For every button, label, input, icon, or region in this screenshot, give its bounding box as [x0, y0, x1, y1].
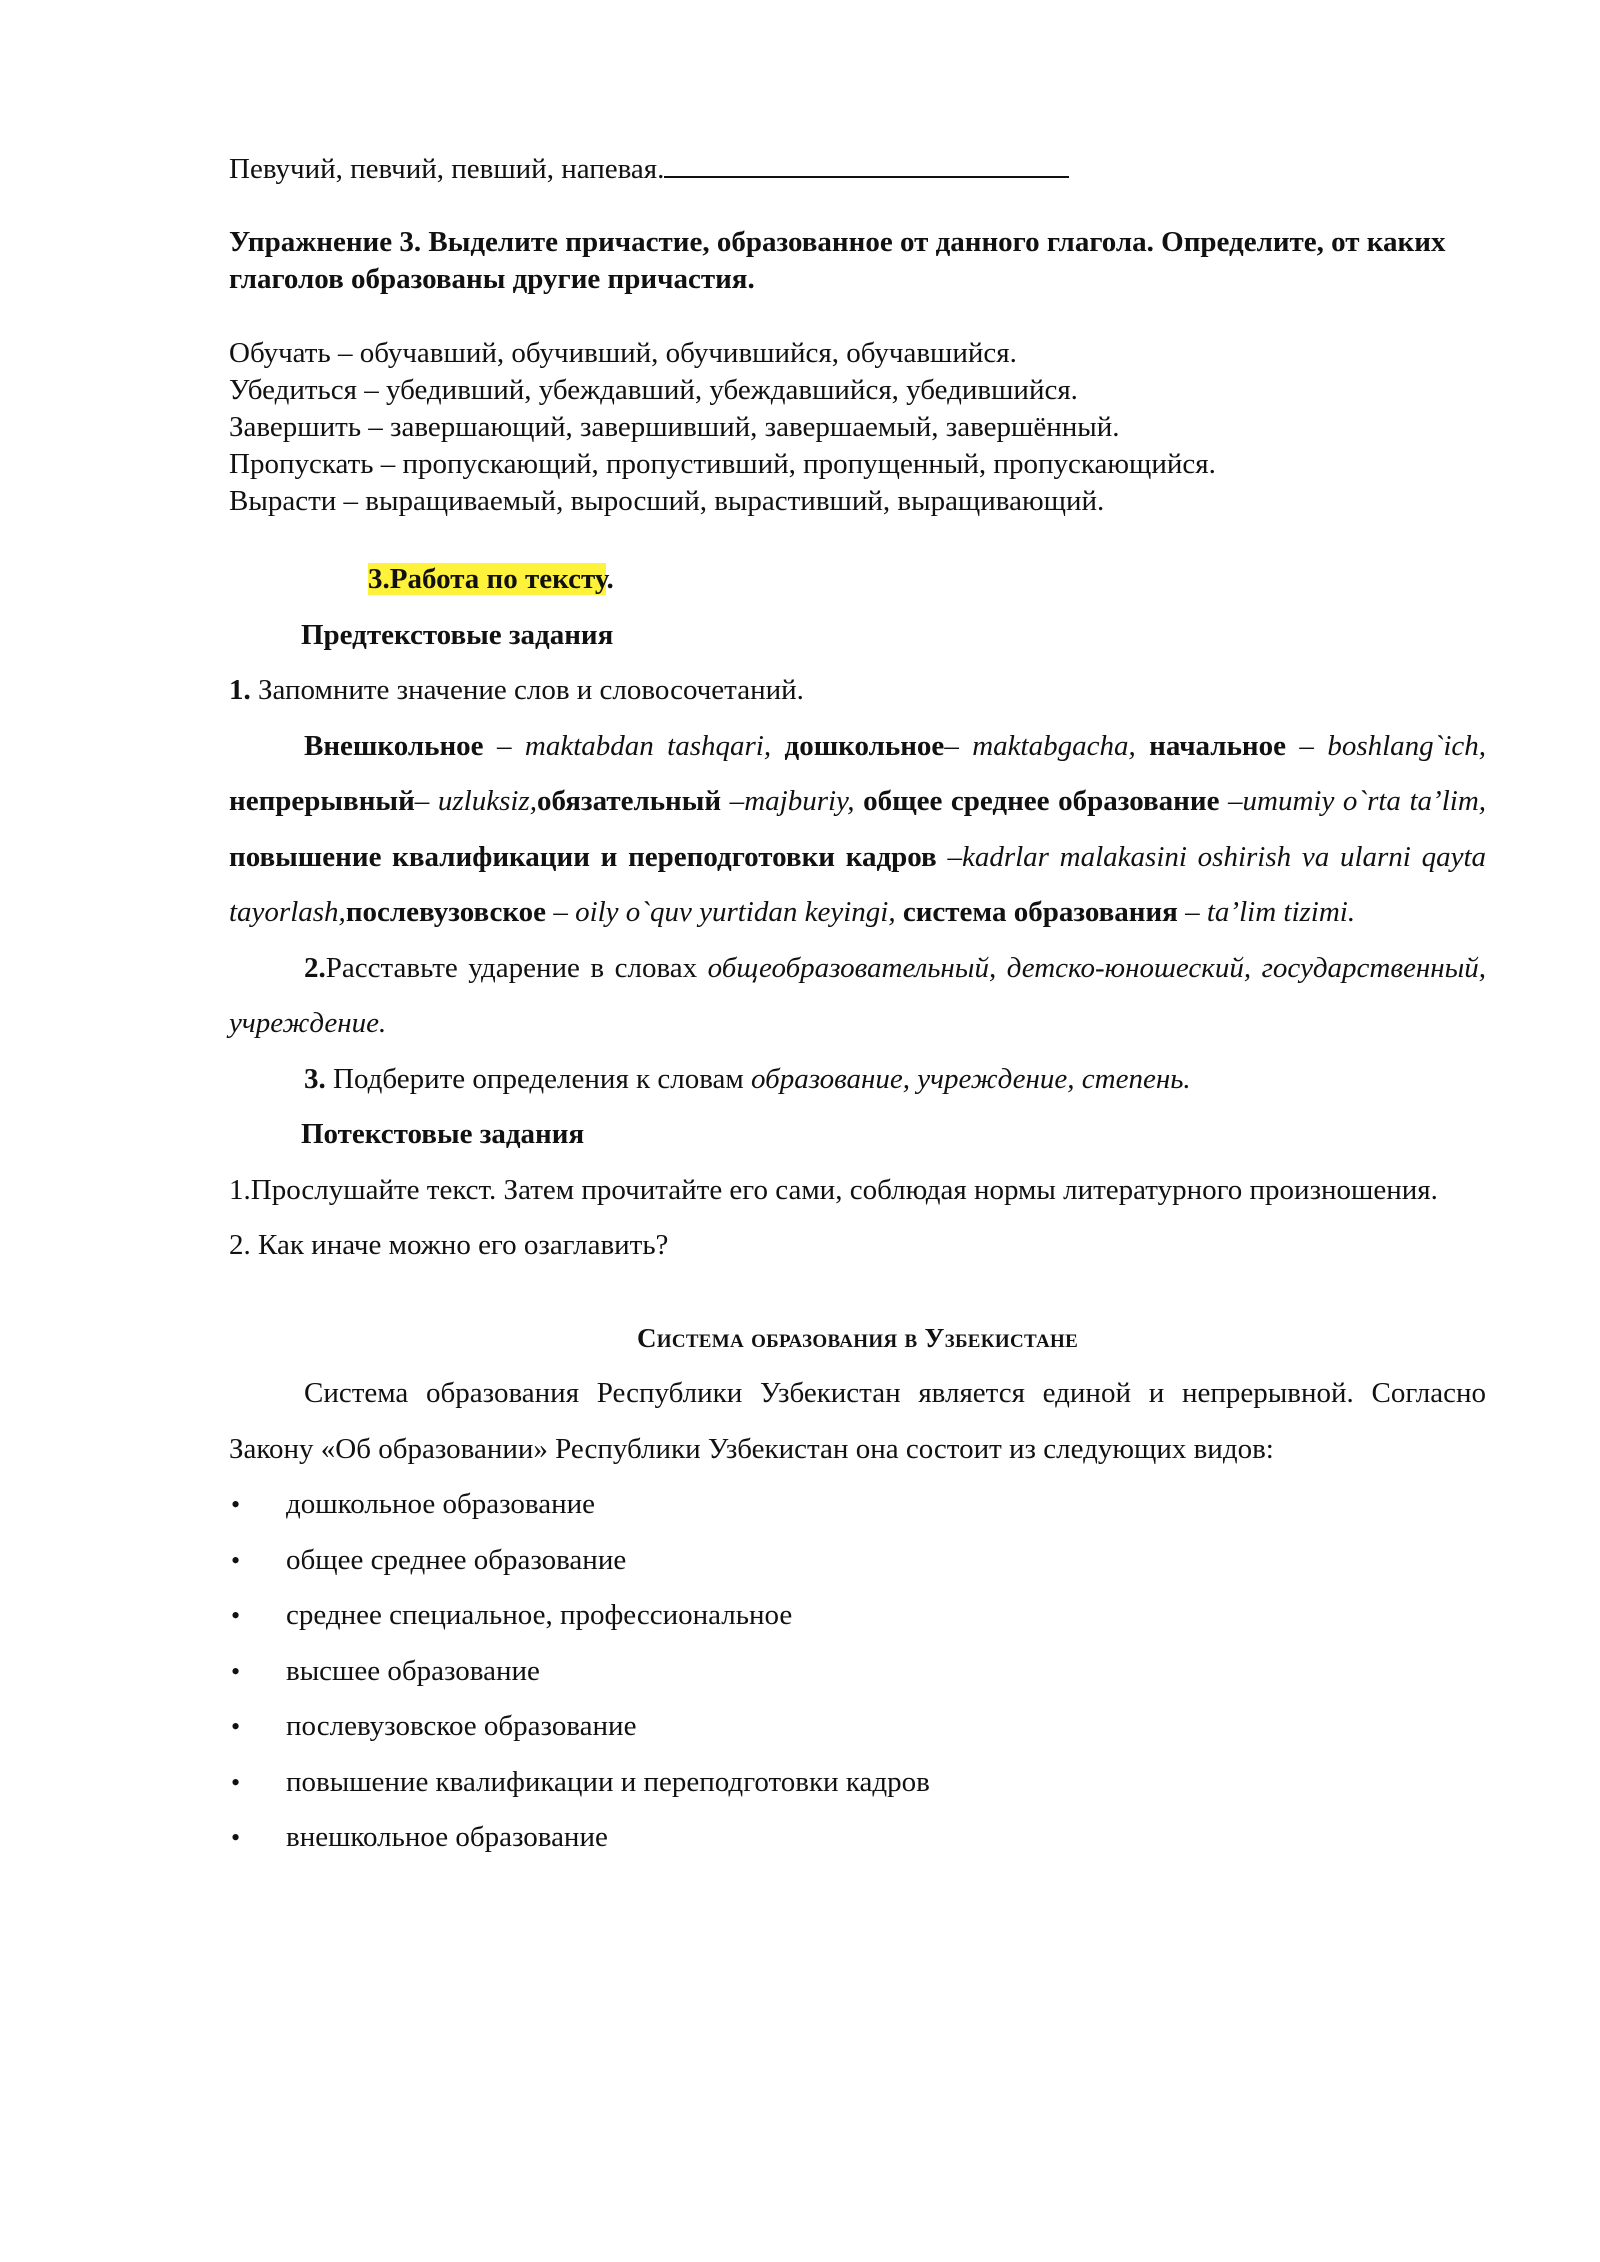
- exercise-line: Убедиться – убедивший, убеждавший, убеждавшийся, убедившийся.: [229, 374, 1078, 406]
- exercise-line: Пропускать – пропускающий, пропустивший, пропущенный, пропускающийся.: [229, 448, 1216, 480]
- section-title: 3.Работа по тексту.: [368, 563, 614, 595]
- list-item: • среднее специальное, профессиональное: [229, 1588, 1486, 1644]
- bullet-icon: •: [231, 1712, 241, 1741]
- posttext-heading: Потекстовые задания: [301, 1118, 585, 1150]
- participles-line: Певучий, певчий, певший, напевая.: [229, 150, 1486, 188]
- exercise-line: Вырасти – выращиваемый, выросший, вырастивший, выращивающий.: [229, 485, 1105, 517]
- highlighted-title: 3.Работа по тексту: [368, 563, 607, 595]
- education-types-list: [229, 1477, 1486, 1866]
- posttext-task-1: 1.Прослушайте текст. Затем прочитайте его сами, соблюдая нормы литературного произношения.: [229, 1173, 1438, 1206]
- translation: maktabgacha,: [972, 729, 1136, 762]
- list-item: • общее среднее образование: [229, 1533, 1486, 1589]
- bullet-icon: •: [231, 1767, 241, 1797]
- term: повышение квалификации и переподготовки кадров: [229, 840, 937, 873]
- list-item: • высшее образование: [229, 1644, 1486, 1700]
- translation: umumiy o`rta ta’lim,: [1242, 785, 1487, 817]
- answer-blank: [664, 150, 1069, 178]
- term: послевузовское: [345, 896, 547, 928]
- list-item: • послевузовское образование: [229, 1699, 1486, 1755]
- term: система образования: [895, 896, 1178, 928]
- translation: ta’lim tizimi.: [1206, 896, 1356, 928]
- article-title: Система образования в Узбекистане: [636, 1322, 1079, 1353]
- exercise-line: Обучать – обучавший, обучивший, обучившийся, обучавшийся.: [229, 337, 1017, 369]
- bullet-icon: •: [231, 1656, 241, 1686]
- glossary-paragraph: Внешкольное – maktabdan tashqari, дошкольное– maktabgacha, начальное – boshlang`ich, непрерывный– uzluksiz,обязательный –majburiy, общее среднее образование –umumiy o`rta ta’lim, повышение квалификации и переподготовки кадров –kadrlar malakasini oshirish va ularni qayta tayorlash,послевузовское – oily o`quv yurtidan keyingi, система образования – ta’lim tizimi.: [229, 729, 1487, 928]
- document-content: [229, 150, 1486, 1866]
- bullet-icon: •: [231, 1823, 241, 1852]
- task-3: 3. Подберите определения к словам образование, учреждение, степень.: [304, 1062, 1191, 1095]
- translation: maktabdan tashqari,: [524, 729, 772, 762]
- term: общее среднее образование: [854, 785, 1220, 817]
- article-intro: Система образования Республики Узбекистан является единой и непрерывной. Согласно Закону «Об образовании» Республики Узбекистан она состоит из следующих видов:: [229, 1377, 1486, 1465]
- term: дошкольное: [771, 729, 945, 762]
- task-1: 1. Запомните значение слов и словосочетаний.: [229, 674, 804, 706]
- list-item: • дошкольное образование: [229, 1477, 1486, 1533]
- list-item: • повышение квалификации и переподготовки кадров: [229, 1755, 1486, 1811]
- list-item: • внешкольное образование: [229, 1810, 1486, 1866]
- term: Внешкольное: [304, 729, 484, 762]
- translation: kadrlar malakasini oshirish va ularni qayta tayorlash,: [229, 840, 1486, 928]
- exercise-3-title: Упражнение 3. Выделите причастие, образованное от данного глагола. Определите, от каких глаголов образованы другие причастия.: [229, 226, 1446, 295]
- translation: oily o`quv yurtidan keyingi,: [575, 896, 896, 928]
- posttext-task-2: 2. Как иначе можно его озаглавить?: [229, 1229, 669, 1261]
- translation: majburiy,: [744, 785, 855, 817]
- exercise-3-lines: [229, 335, 1486, 520]
- term: начальное: [1135, 729, 1286, 762]
- bullet-icon: •: [231, 1490, 241, 1519]
- bullet-icon: •: [231, 1545, 241, 1575]
- bullet-icon: •: [231, 1601, 241, 1630]
- pretext-heading: Предтекстовые задания: [301, 618, 614, 651]
- term: обязательный: [536, 785, 722, 817]
- exercise-line: Завершить – завершающий, завершивший, завершаемый, завершённый.: [229, 411, 1120, 443]
- translation: uzluksiz,: [437, 785, 537, 817]
- translation: boshlang`ich,: [1327, 729, 1487, 762]
- task-2: 2.Расставьте ударение в словах общеобразовательный, детско-юношеский, государственный, учреждение.: [229, 951, 1486, 1039]
- term: непрерывный: [229, 785, 415, 817]
